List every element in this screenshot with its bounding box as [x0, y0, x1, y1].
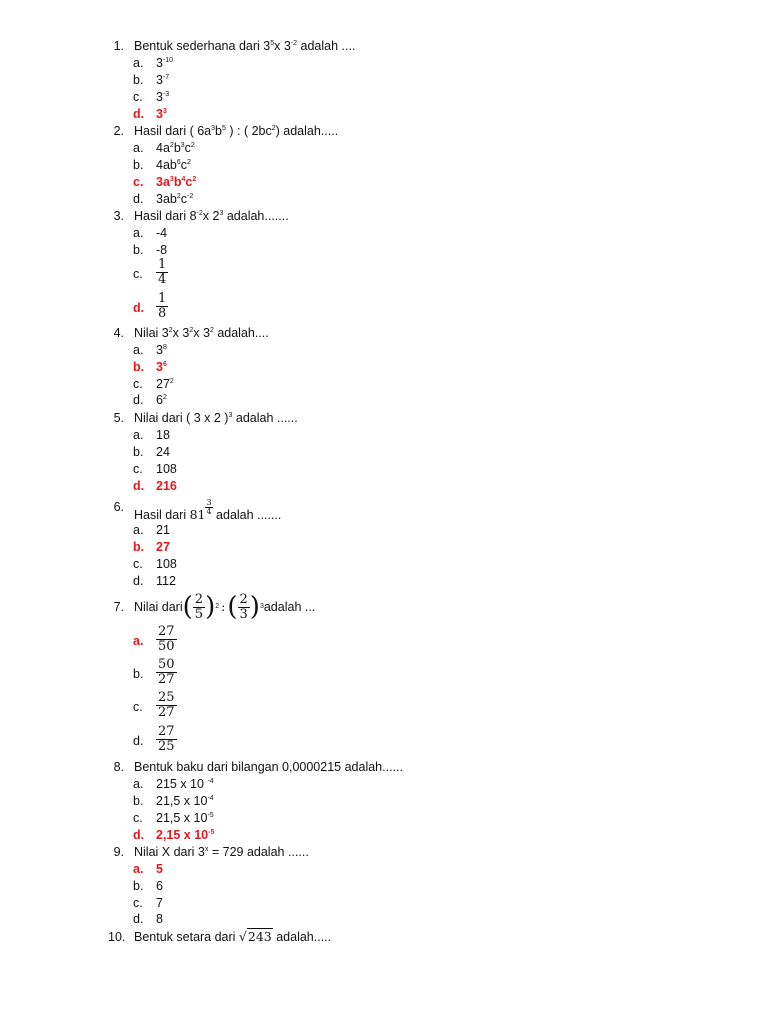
- fraction: $\frac{1}{4}$: [158, 257, 167, 287]
- fraction: $\frac{27}{50}$: [158, 624, 175, 654]
- fraction: $\frac{25}{27}$: [158, 690, 175, 720]
- question-text: Hasil dari 81 $\frac{3}{4}$ adalah .......: [134, 498, 282, 522]
- question-number: 1.: [113, 39, 124, 53]
- fraction: $\frac{1}{8}$: [158, 291, 167, 321]
- question-text: Nilai $3^2x$ $3^2x$ $3^2$ adalah....: [134, 326, 269, 340]
- exponent-fraction: $\frac{3}{4}$: [206, 498, 212, 516]
- question-text: Bentuk setara dari √243 adalah.....: [134, 929, 332, 944]
- question-text: Hasil dari ( $6a^3b^5$ ) : ( $2bc^2$) adalah.....: [134, 124, 339, 138]
- square-root: √243: [238, 929, 272, 944]
- question-text: Bentuk baku dari bilangan 0,0000215 adalah......: [134, 760, 403, 774]
- fraction: $\frac{50}{27}$: [158, 657, 175, 687]
- fraction: $\frac{2}{5}$: [194, 591, 204, 622]
- fraction: $\frac{27}{25}$: [158, 724, 175, 754]
- fraction: $\frac{2}{3}$: [239, 591, 248, 622]
- question-text: Nilai dari ( 3 x 2 )$^3$ adalah ......: [134, 411, 298, 425]
- question-text: Nilai dari ( $\frac{2}{5}$ ) 2 : ( $\frac{2}{3}$ ) 3 adalah ...: [134, 591, 316, 622]
- question-text: Hasil dari $8^{-2}x$ $2^3$ adalah.......: [134, 209, 289, 223]
- question-text: Bentuk sederhana dari $3^5x$ $3^{-2}$ adalah ....: [134, 39, 356, 53]
- question-text: Nilai X dari $3^x = 729$ adalah ......: [134, 845, 309, 859]
